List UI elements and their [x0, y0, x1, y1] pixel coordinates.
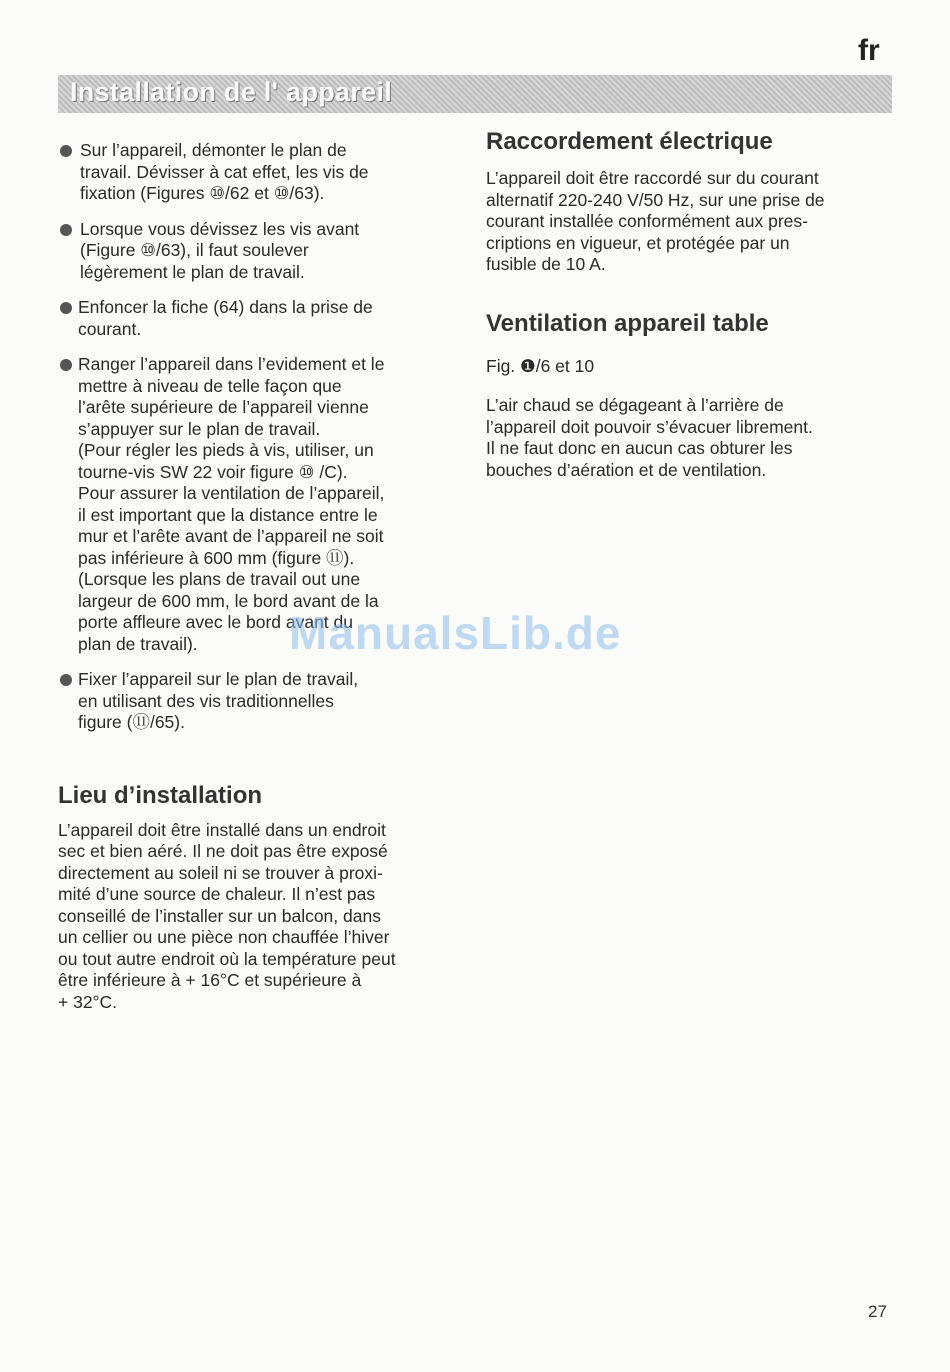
bullet-dot-icon: [60, 224, 72, 236]
instruction-text: Fixer l’appareil sur le plan de travail, en utilisant des vis traditionnelles figure (⑪/65).: [78, 669, 359, 732]
instruction-text: Sur l’appareil, démonter le plan de travail. Dévisser à cat effet, les vis de fixation (Figures ⑩/62 et ⑩/63).: [80, 140, 369, 203]
instruction-text: Ranger l’appareil dans l’evidement et le mettre à niveau de telle façon que l’arête supérieure de l’appareil vienne s’appuyer sur le plan de travail. (Pour régler les pieds à vis, utiliser, un tourne-vis SW 22 voir figure ⑩ /C). Pour assurer la ventilation de l’appareil, il est important que la distance entre le mur et l’arête avant de l’appareil ne soit pas inférieure à 600 mm (figure ⑪). (Lorsque les plans de travail out une largeur de 600 mm, le bord avant de la porte affleure avec le bord avant du plan de travail).: [78, 354, 385, 654]
instruction-item: [58, 669, 458, 734]
figure-reference: Fig. ❶/6 et 10: [486, 355, 595, 376]
raccordement-heading: Raccordement électrique: [486, 128, 773, 155]
watermark: ManualsLib.de: [289, 607, 622, 659]
bullet-dot-icon: [60, 145, 72, 157]
page-title: Installation de l' appareil: [70, 77, 393, 107]
page-number: 27: [868, 1302, 887, 1321]
instruction-text: Lorsque vous dévissez les vis avant (Figure ⑩/63), il faut soulever légèrement le plan de travail.: [80, 218, 360, 282]
language-label: fr: [858, 34, 880, 67]
ventilation-heading: Ventilation appareil table: [486, 309, 769, 337]
ventilation-text: L’air chaud se dégageant à l’arrière de l’appareil doit pouvoir s’évacuer librement. Il ne faut donc en aucun cas obturer les bouches d’aération et de ventilation.: [486, 395, 813, 480]
raccordement-text: L’appareil doit être raccordé sur du courant alternatif 220-240 V/50 Hz, sur une prise de courant installée conformément aux pres- criptions en vigueur, et protégée par un fusible de 10 A.: [486, 168, 825, 274]
section-banner: [58, 75, 892, 113]
bullet-dot-icon: [60, 359, 72, 371]
right-column: [486, 128, 896, 481]
lieu-heading: Lieu d’installation: [58, 781, 263, 809]
left-column: [58, 140, 458, 1013]
lieu-text: L’appareil doit être installé dans un endroit sec et bien aéré. Il ne doit pas être exposé directement au soleil ni se trouver à proxi- mité d’une source de chaleur. Il n’est pas conseillé de l’installer sur un balcon, dans un cellier ou une pièce non chauffée l’hiver ou tout autre endroit où la température peut être inférieure à + 16°C et supérieure à + 32°C.: [58, 819, 396, 1012]
instruction-item: [58, 219, 458, 284]
bullet-dot-icon: [60, 674, 72, 686]
bullet-dot-icon: [60, 302, 72, 314]
instruction-item: [58, 140, 458, 205]
instruction-text: Enfoncer la fiche (64) dans la prise de courant.: [78, 297, 373, 339]
instruction-item: [58, 297, 458, 340]
